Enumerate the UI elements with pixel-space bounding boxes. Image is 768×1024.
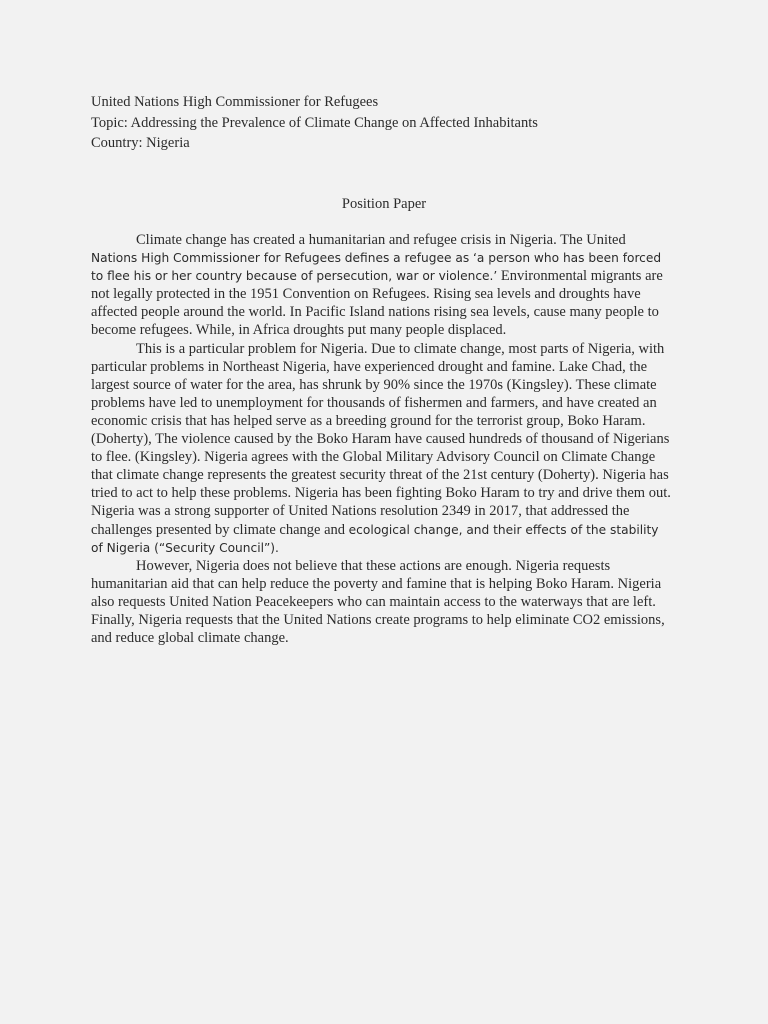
- paragraph-1: [91, 231, 673, 340]
- paragraph-2-main: This is a particular problem for Nigeria. Due to climate change, most parts of Nigeria, with particular problems in Northeast Nigeria, have experienced drought and famine. Lake Chad, the largest source of water for the area, has shrunk by 90% since the 1970s (Kingsley). These climate problems have led to unemployment for thousands of fishermen and farmers, and have created an economic crisis that has helped serve as a breeding ground for the terrorist group, Boko Haram. (Doherty), The violence caused by the Boko Haram have caused hundreds of thousand of Nigerians to flee. (Kingsley). Nigeria agrees with the Global Military Advisory Council on Climate Change that climate change represents the greatest security threat of the 21st century (Doherty). Nigeria has tried to act to help these problems. Nigeria has been fighting Boko Haram to try and drive them out. Nigeria was a strong supporter of United Nations resolution 2349 in 2017, that addressed the challenges presented by climate change and: [91, 340, 671, 538]
- topic-line: Topic: Addressing the Prevalence of Climate Change on Affected Inhabitants: [91, 114, 538, 131]
- paragraph-2-closing: ecological change, and their effects of the stability of Nigeria (“Security Council”).: [91, 522, 659, 555]
- paragraph-1-refugee-definition: Nations High Commissioner for Refugees defines a refugee as ‘a person who has been forced to flee his or her country because of persecution, war or violence.’: [91, 251, 662, 284]
- paragraph-1-sentence-1: Climate change has created a humanitarian and refugee crisis in Nigeria. The United: [136, 232, 626, 248]
- document-header: [91, 92, 691, 154]
- document-title: Position Paper: [341, 196, 427, 212]
- committee-line: United Nations High Commissioner for Refugees: [91, 94, 379, 110]
- country-line: Country: Nigeria: [91, 135, 190, 151]
- paragraph-2: [91, 340, 673, 557]
- document-body: [91, 231, 673, 647]
- paragraph-1-sentence-3: Environmental migrants are not legally protected in the 1951 Convention on Refugees. Rising sea levels and droughts have affected people around the world. In Pacific Island nations rising sea levels, cause many people to become refugees. While, in Africa droughts put many people displaced.: [91, 268, 663, 339]
- paragraph-3: However, Nigeria does not believe that these actions are enough. Nigeria requests humanitarian aid that can help reduce the poverty and famine that is helping Boko Haram. Nigeria also requests United Nation Peacekeepers who can maintain access to the waterways that are left. Finally, Nigeria requests that the United Nations create programs to help eliminate CO2 emissions, and reduce global climate change.: [91, 557, 665, 647]
